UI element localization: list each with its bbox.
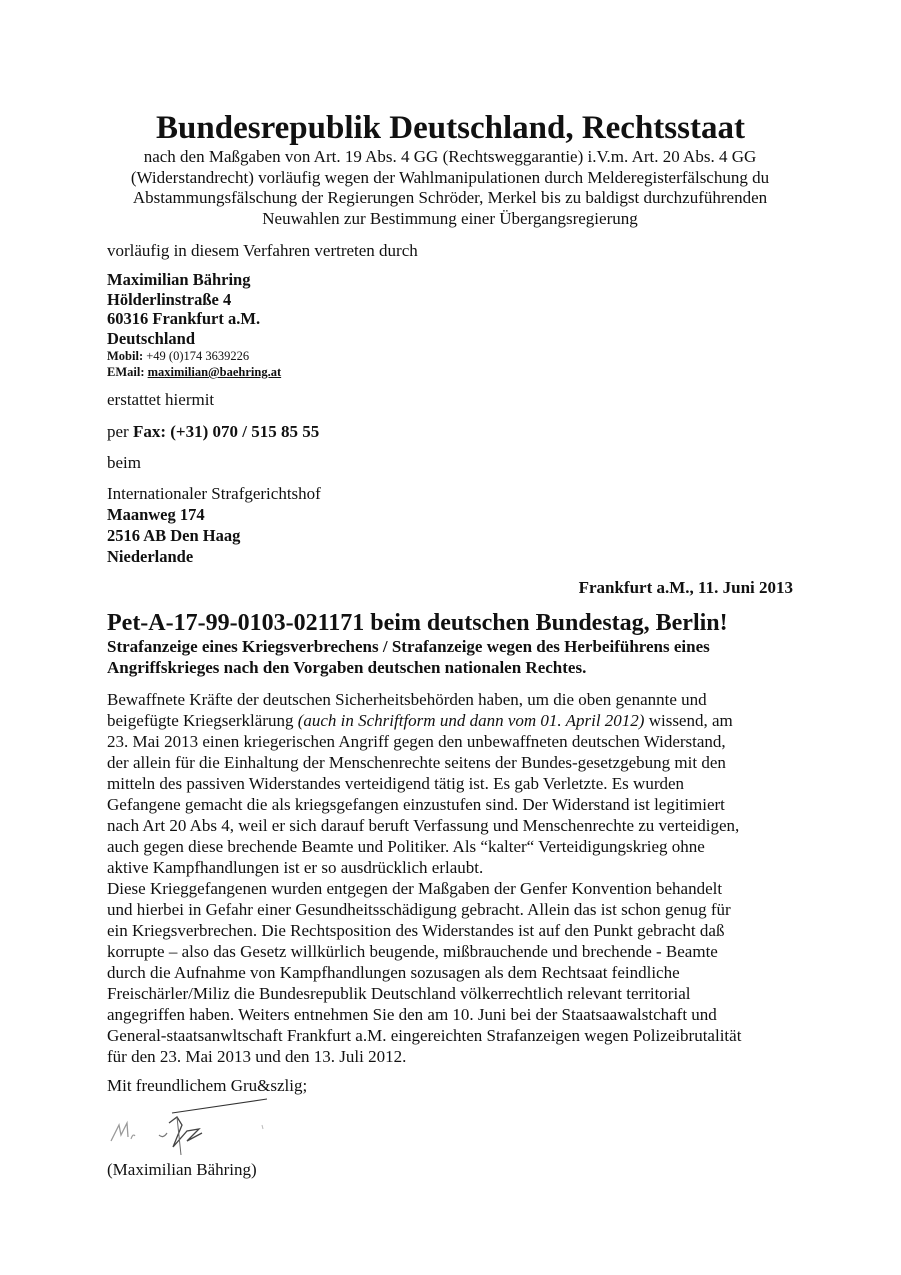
closing-greeting: Mit freundlichem Gru&szlig; [107,1076,308,1095]
page-title: Bundesrepublik Deutschland, Rechtsstaat [156,110,745,146]
body-italic-note: (auch in Schriftform und dann vom 01. April 2012) [297,711,645,730]
sender-email [107,364,281,380]
representation-intro: vorläufig in diesem Verfahren vertreten durch [107,241,418,260]
mobile-label: Mobil: [107,349,144,363]
fax-prefix: per [107,422,129,441]
body-line: und hierbei in Gefahr einer Gesundheitsschädigung gebracht. Allein das ist schon genug für [107,900,731,919]
date-line: Frankfurt a.M., 11. Juni 2013 [578,578,793,597]
body-line: mitteln des passiven Widerstandes verteidigend tätig ist. Es gab Verletzte. Es wurden [107,774,685,793]
signature-icon [107,1095,277,1160]
sender-name: Maximilian Bähring [107,270,251,289]
recipient-address-block [107,483,321,567]
sender-address-block [107,270,281,380]
body-line: Freischärler/Miliz die Bundesrepublik Deutschland völkerrechtlich relevant territorial [107,984,691,1003]
body-line: korrupte – also das Gesetz willkürlich beugende, mißbrauchende und brechende - Beamte [107,942,718,961]
body-line: 23. Mai 2013 einen kriegerischen Angriff gegen den unbewaffneten deutschen Widerstand, [107,732,726,751]
recipient-name: Internationaler Strafgerichtshof [107,484,321,503]
body-line: Gefangene gemacht die als kriegsgefangen einzustufen sind. Der Widerstand ist legitimiert [107,795,725,814]
mobile-value: +49 (0)174 3639226 [146,349,250,363]
subtitle-line: (Widerstandrecht) vorläufig wegen der Wahlmanipulationen durch Melderegisterfälschung du [130,167,770,187]
body-line: für den 23. Mai 2013 und den 13. Juli 2012. [107,1047,407,1066]
legal-basis-subtitle [100,147,800,229]
body-text-fragment: wissend, am [644,711,733,730]
body-line: auch gegen diese brechende Beamte und Politiker. Als “kalter“ Verteidigungskrieg ohne [107,837,705,856]
subject-line [107,637,797,678]
subject-line-text: Strafanzeige eines Kriegsverbrechens / Strafanzeige wegen des Herbeiführens eines [107,637,710,656]
petition-heading: Pet-A-17-99-0103-021171 beim deutschen Bundestag, Berlin! [107,610,728,636]
body-line: Diese Krieggefangenen wurden entgegen der Maßgaben der Genfer Konvention behandelt [107,879,723,898]
fax-line [107,421,319,442]
body-line: ein Kriegsverbrechen. Die Rechtsposition des Widerstandes ist auf den Punkt gebracht daß [107,921,725,940]
fax-number: Fax: (+31) 070 / 515 85 55 [132,422,320,441]
body-text-fragment: beigefügte Kriegserklärung [107,711,298,730]
email-link[interactable]: maximilian@baehring.at [147,365,282,379]
letter-body [107,689,797,1067]
subject-line-text: Angriffskrieges nach den Vorgaben deutschen nationalen Rechtes. [107,657,587,677]
body-line: der allein für die Einhaltung der Menschenrechte seitens der Bundes-gesetzgebung mit den [107,753,726,772]
body-line [107,710,797,731]
recipient-city: 2516 AB Den Haag [107,526,241,545]
recipient-country: Niederlande [107,547,194,566]
body-line: angegriffen haben. Weiters entnehmen Sie den am 10. Juni bei der Staatsaawalstchaft und [107,1005,717,1024]
subtitle-line: Neuwahlen zur Bestimmung einer Übergangsregierung [262,208,638,228]
email-label: EMail: [107,365,145,379]
body-line: Bewaffnete Kräfte der deutschen Sicherheitsbehörden haben, um die oben genannte und [107,690,707,709]
sender-country: Deutschland [107,328,196,348]
body-line: aktive Kampfhandlungen ist er so ausdrücklich erlaubt. [107,858,484,877]
body-line: durch die Aufnahme von Kampfhandlungen sozusagen als dem Rechtsaat feindliche [107,963,680,982]
sender-city: 60316 Frankfurt a.M. [107,309,261,328]
subtitle-line: Abstammungsfälschung der Regierungen Schröder, Merkel bis zu baldigst durchzuführenden [132,188,768,207]
sender-mobile [107,348,281,364]
sender-street: Hölderlinstraße 4 [107,289,232,309]
signatory-name: (Maximilian Bähring) [107,1160,257,1179]
body-line: nach Art 20 Abs 4, weil er sich darauf beruft Verfassung und Menschenrechte zu verteidigen, [107,816,740,835]
erstattet-text: erstattet hiermit [107,390,215,409]
subtitle-line: nach den Maßgaben von Art. 19 Abs. 4 GG (Rechtsweggarantie) i.V.m. Art. 20 Abs. 4 GG [143,147,757,166]
body-line: General-staatsanwltschaft Frankfurt a.M. eingereichten Strafanzeigen wegen Polizeibrutalität [107,1026,742,1045]
recipient-street: Maanweg 174 [107,505,205,524]
beim-text: beim [107,453,141,472]
